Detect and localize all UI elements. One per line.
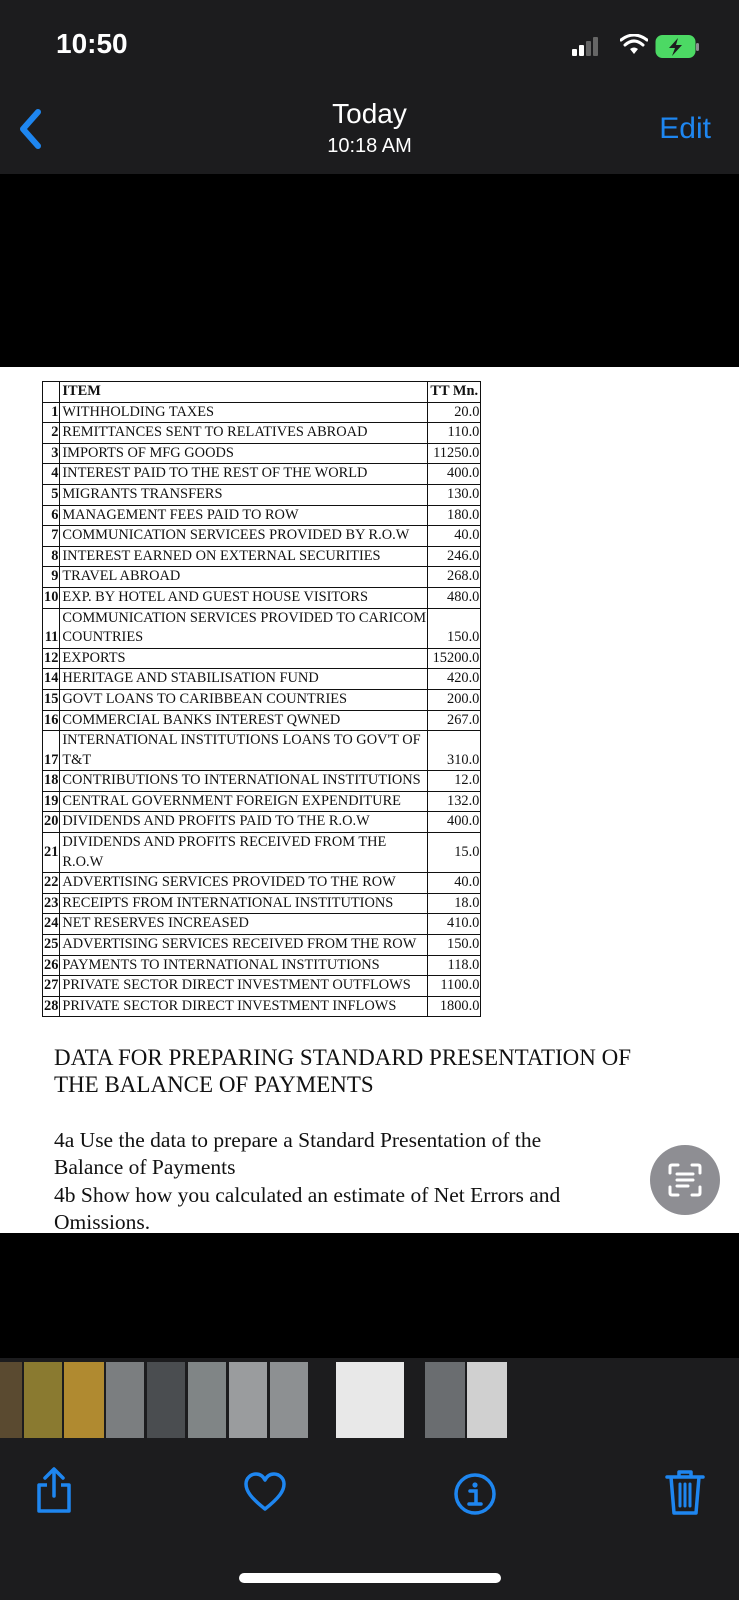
header-value: TT Mn.	[428, 382, 481, 403]
table-row	[43, 526, 481, 547]
question-4b: 4b Show how you calculated an estimate of Net Errors and Omissions.	[54, 1183, 561, 1234]
row-number: 27	[43, 976, 60, 997]
row-number: 6	[43, 505, 60, 526]
thumbnail[interactable]	[270, 1362, 308, 1438]
row-value: 268.0	[428, 567, 481, 588]
thumbnail[interactable]	[24, 1362, 62, 1438]
thumbnail[interactable]	[106, 1362, 144, 1438]
row-value: 15.0	[428, 833, 481, 873]
row-value: 180.0	[428, 505, 481, 526]
row-number: 8	[43, 546, 60, 567]
row-number: 26	[43, 955, 60, 976]
row-item: RECEIPTS FROM INTERNATIONAL INSTITUTIONS	[60, 893, 428, 914]
row-number: 20	[43, 812, 60, 833]
table-row	[43, 567, 481, 588]
status-time: 10:50	[56, 28, 128, 59]
table-row	[43, 669, 481, 690]
row-number: 19	[43, 791, 60, 812]
thumbnail[interactable]	[188, 1362, 226, 1438]
table-row	[43, 833, 481, 873]
row-value: 110.0	[428, 423, 481, 444]
table-row	[43, 996, 481, 1017]
row-value: 130.0	[428, 484, 481, 505]
row-item: INTEREST EARNED ON EXTERNAL SECURITIES	[60, 546, 428, 567]
row-item: PAYMENTS TO INTERNATIONAL INSTITUTIONS	[60, 955, 428, 976]
table-row	[43, 484, 481, 505]
thumbnail[interactable]	[64, 1362, 104, 1438]
header-number-cell	[43, 382, 60, 403]
table-row	[43, 608, 481, 648]
row-item: DIVIDENDS AND PROFITS PAID TO THE R.O.W	[60, 812, 428, 833]
nav-subtitle: 10:18 AM	[327, 135, 412, 157]
row-value: 246.0	[428, 546, 481, 567]
row-item: REMITTANCES SENT TO RELATIVES ABROAD	[60, 423, 428, 444]
row-number: 12	[43, 648, 60, 669]
row-item: INTERNATIONAL INSTITUTIONS LOANS TO GOV'T OF T&T	[60, 731, 428, 771]
row-value: 40.0	[428, 526, 481, 547]
row-number: 2	[43, 423, 60, 444]
table-row	[43, 976, 481, 997]
row-item: WITHHOLDING TAXES	[60, 402, 428, 423]
row-item: IMPORTS OF MFG GOODS	[60, 443, 428, 464]
table-row	[43, 402, 481, 423]
question-4a: 4a Use the data to prepare a Standard Presentation of the Balance of Payments	[54, 1128, 542, 1179]
row-value: 18.0	[428, 893, 481, 914]
thumbnail[interactable]	[0, 1362, 22, 1438]
row-item: EXPORTS	[60, 648, 428, 669]
row-number: 17	[43, 731, 60, 771]
table-row	[43, 546, 481, 567]
caption-title: DATA FOR PREPARING STANDARD PRESENTATION OF THE BALANCE OF PAYMENTS	[54, 1045, 632, 1097]
row-number: 14	[43, 669, 60, 690]
row-value: 150.0	[428, 608, 481, 648]
row-number: 10	[43, 587, 60, 608]
row-value: 200.0	[428, 689, 481, 710]
row-value: 400.0	[428, 812, 481, 833]
row-number: 16	[43, 710, 60, 731]
row-value: 310.0	[428, 731, 481, 771]
row-value: 1800.0	[428, 996, 481, 1017]
row-number: 21	[43, 833, 60, 873]
row-number: 18	[43, 771, 60, 792]
row-number: 28	[43, 996, 60, 1017]
row-item: COMMERCIAL BANKS INTEREST QWNED	[60, 710, 428, 731]
table-row	[43, 873, 481, 894]
thumbnail[interactable]	[229, 1362, 267, 1438]
table-row	[43, 505, 481, 526]
table-row	[43, 689, 481, 710]
table-header	[43, 382, 481, 403]
row-number: 25	[43, 935, 60, 956]
header-item: ITEM	[60, 382, 428, 403]
row-value: 20.0	[428, 402, 481, 423]
table-row	[43, 955, 481, 976]
row-number: 3	[43, 443, 60, 464]
row-number: 1	[43, 402, 60, 423]
table-row	[43, 914, 481, 935]
row-item: INTEREST PAID TO THE REST OF THE WORLD	[60, 464, 428, 485]
photo-viewer[interactable]	[0, 367, 739, 1233]
row-item: CENTRAL GOVERNMENT FOREIGN EXPENDITURE	[60, 791, 428, 812]
nav-title: Today	[332, 98, 407, 129]
row-number: 4	[43, 464, 60, 485]
row-item: ADVERTISING SERVICES PROVIDED TO THE ROW	[60, 873, 428, 894]
row-value: 132.0	[428, 791, 481, 812]
row-item: MIGRANTS TRANSFERS	[60, 484, 428, 505]
heart-icon[interactable]	[243, 1472, 287, 1512]
row-item: HERITAGE AND STABILISATION FUND	[60, 669, 428, 690]
row-value: 267.0	[428, 710, 481, 731]
row-value: 40.0	[428, 873, 481, 894]
table-row	[43, 791, 481, 812]
thumbnail[interactable]	[147, 1362, 185, 1438]
row-number: 7	[43, 526, 60, 547]
row-number: 15	[43, 689, 60, 710]
thumbnail[interactable]	[467, 1362, 507, 1438]
row-number: 11	[43, 608, 60, 648]
row-item: NET RESERVES INCREASED	[60, 914, 428, 935]
row-value: 420.0	[428, 669, 481, 690]
table-row	[43, 423, 481, 444]
row-value: 12.0	[428, 771, 481, 792]
row-item: EXP. BY HOTEL AND GUEST HOUSE VISITORS	[60, 587, 428, 608]
row-value: 410.0	[428, 914, 481, 935]
table-row	[43, 464, 481, 485]
row-item: PRIVATE SECTOR DIRECT INVESTMENT OUTFLOWS	[60, 976, 428, 997]
home-indicator[interactable]	[239, 1573, 501, 1583]
row-value: 400.0	[428, 464, 481, 485]
row-item: COMMUNICATION SERVICES PROVIDED TO CARICOM COUNTRIES	[60, 608, 428, 648]
table-row	[43, 771, 481, 792]
table-row	[43, 731, 481, 771]
row-value: 118.0	[428, 955, 481, 976]
row-number: 22	[43, 873, 60, 894]
row-item: ADVERTISING SERVICES RECEIVED FROM THE ROW	[60, 935, 428, 956]
thumbnail-current[interactable]	[336, 1362, 404, 1438]
row-value: 480.0	[428, 587, 481, 608]
table-row	[43, 893, 481, 914]
table-row	[43, 812, 481, 833]
row-value: 11250.0	[428, 443, 481, 464]
row-number: 5	[43, 484, 60, 505]
row-item: GOVT LOANS TO CARIBBEAN COUNTRIES	[60, 689, 428, 710]
row-item: CONTRIBUTIONS TO INTERNATIONAL INSTITUTIONS	[60, 771, 428, 792]
live-text-icon	[650, 1145, 720, 1215]
trash-icon[interactable]	[665, 1468, 705, 1516]
table-row	[43, 648, 481, 669]
battery-charging-icon	[655, 34, 703, 60]
row-item: PRIVATE SECTOR DIRECT INVESTMENT INFLOWS	[60, 996, 428, 1017]
row-value: 15200.0	[428, 648, 481, 669]
edit-button[interactable]: Edit	[659, 112, 711, 145]
row-number: 24	[43, 914, 60, 935]
table-row	[43, 710, 481, 731]
live-text-button[interactable]	[650, 1145, 720, 1215]
table-row	[43, 587, 481, 608]
thumbnail-strip[interactable]	[0, 1358, 739, 1443]
row-number: 9	[43, 567, 60, 588]
row-item: TRAVEL ABROAD	[60, 567, 428, 588]
share-icon[interactable]	[34, 1466, 74, 1514]
row-item: MANAGEMENT FEES PAID TO ROW	[60, 505, 428, 526]
row-item: COMMUNICATION SERVICEES PROVIDED BY R.O.W	[60, 526, 428, 547]
wifi-icon	[620, 34, 648, 56]
thumbnail[interactable]	[425, 1362, 465, 1438]
table-row	[43, 443, 481, 464]
row-number: 23	[43, 893, 60, 914]
row-value: 1100.0	[428, 976, 481, 997]
row-item: DIVIDENDS AND PROFITS RECEIVED FROM THE R.O.W	[60, 833, 428, 873]
table-row	[43, 935, 481, 956]
info-icon[interactable]	[453, 1472, 497, 1516]
cellular-signal-icon	[572, 37, 600, 56]
status-bar	[0, 0, 739, 92]
bop-data-table	[42, 381, 481, 1017]
row-value: 150.0	[428, 935, 481, 956]
